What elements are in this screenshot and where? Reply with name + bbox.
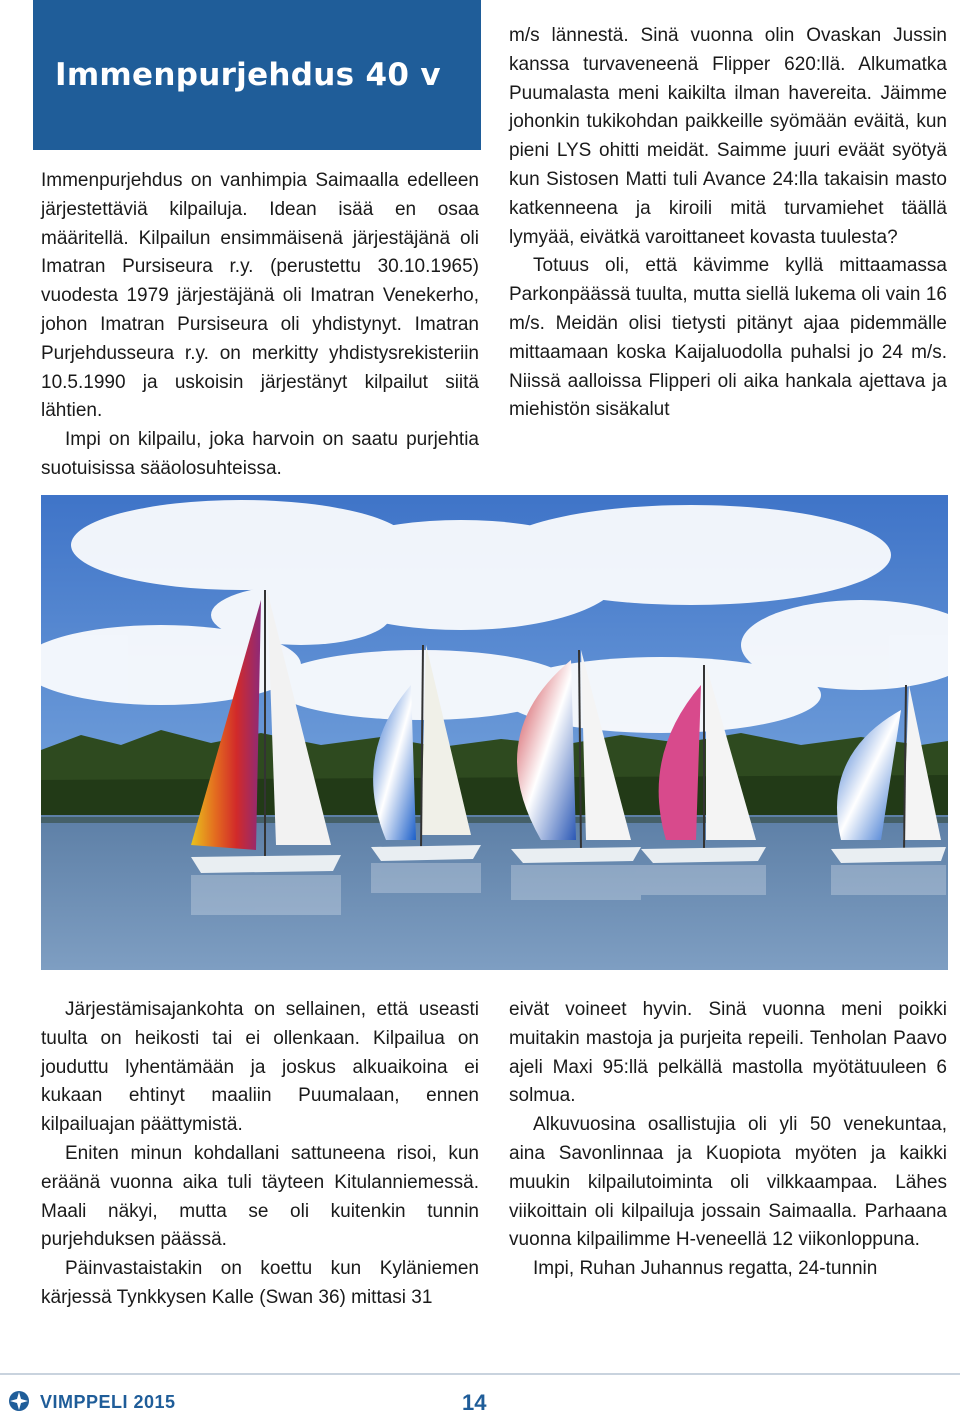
paragraph: Impi on kilpailu, joka harvoin on saatu purjehtia suotuisissa sääolosuhteissa. [41, 429, 479, 479]
paragraph: Päinvastaistakin on koettu kun Kyläniemen kärjessä Tynkkysen Kalle (Swan 36) mittasi 31 [41, 1258, 479, 1308]
paragraph: Alkuvuosina osallistujia oli yli 50 venekuntaa, aina Savonlinnaa ja Kuopiota myöten ja kaikki muukin kilpailutoiminta oli vilkkaampaa. Lähes viikoittain oli kilpailuja jossain Saimaalla. Parhaana vuonna kilpailimme H-veneellä 12 viikonloppuna. [509, 1114, 947, 1251]
text-column-3 [41, 996, 479, 1313]
paragraph: Immenpurjehdus on vanhimpia Saimaalla edelleen järjestettäviä kilpailuja. Idean isää en osaa määritellä. Kilpailun ensimmäisenä järjestäjänä oli Imatran Pursiseura r.y. (perustettu 30.10.1965) vuodesta 1979 järjestäjänä oli Imatran Venekerho, johon Imatran Pursiseura oli yhdistynyt. Imatran Purjehdusseura r.y. on merkitty yhdistysrekisteriin 10.5.1990 ja uskoisin järjestänyt kilpailut siitä lähtien. [41, 170, 479, 422]
paragraph: Eniten minun kohdallani sattuneena risoi, kun eräänä vuonna aika tuli täyteen Kitulanniemessä. Maali näkyi, mutta se oli kuitenkin tunnin purjehduksen päässä. [41, 1142, 479, 1251]
text-column-4 [509, 996, 947, 1284]
title-banner [33, 0, 481, 150]
text-column-1 [41, 167, 479, 484]
text-column-2 [509, 22, 947, 425]
paragraph: eivät voineet hyvin. Sinä vuonna meni poikki muitakin mastoja ja purjeita repeili. Tenholan Paavo ajeli Maxi 95:llä pelkällä mastolla myötätuuleen 6 solmua. [509, 999, 947, 1107]
page-number: 14 [462, 1390, 487, 1415]
paragraph: Totuus oli, että kävimme kyllä mittaamassa Parkonpäässä tuulta, mutta siellä lukema oli vain 16 m/s. Meidän olisi tietysti pitänyt ajaa pidemmälle mittaamaan koska Kaijaluodolla puhalsi jo 24 m/s. Niissä aalloissa Flipperi oli aika hankala ajettava ja miehistön sisäkalut [509, 255, 947, 421]
page-title: Immenpurjehdus 40 v [55, 57, 441, 93]
paragraph: Impi, Ruhan Juhannus regatta, 24-tunnin [533, 1258, 878, 1280]
footer-divider [0, 1373, 960, 1375]
footer-brand: VIMPPELI 2015 [40, 1392, 176, 1412]
compass-star-icon [8, 1390, 30, 1412]
sailboats-photo [41, 495, 948, 970]
paragraph: Järjestämisajankohta on sellainen, että useasti tuulta on heikosti tai ei ollenkaan. Kilpailua on jouduttu lyhentämään ja joskus alkuaikoina ei kukaan ehtinyt maaliin Puumalaan, ennen kilpailuajan päättymistä. [41, 999, 479, 1136]
paragraph: m/s lännestä. Sinä vuonna olin Ovaskan Jussin kanssa turvaveneenä Flipper 620:llä. Alkumatka Puumalasta meni kaikilta ilman havereita. Jäimme johonkin tukikohdan paikkeille syömään eväitä, kun pieni LYS ohitti meidät. Saimme juuri eväät syötyä kun Sistosen Matti tuli Avance 24:lla takaisin masto katkenneena ja kiroili mitä turvamiehet täällä lymyää, eivätkä varoittaneet kovasta tuulesta? [509, 25, 947, 248]
